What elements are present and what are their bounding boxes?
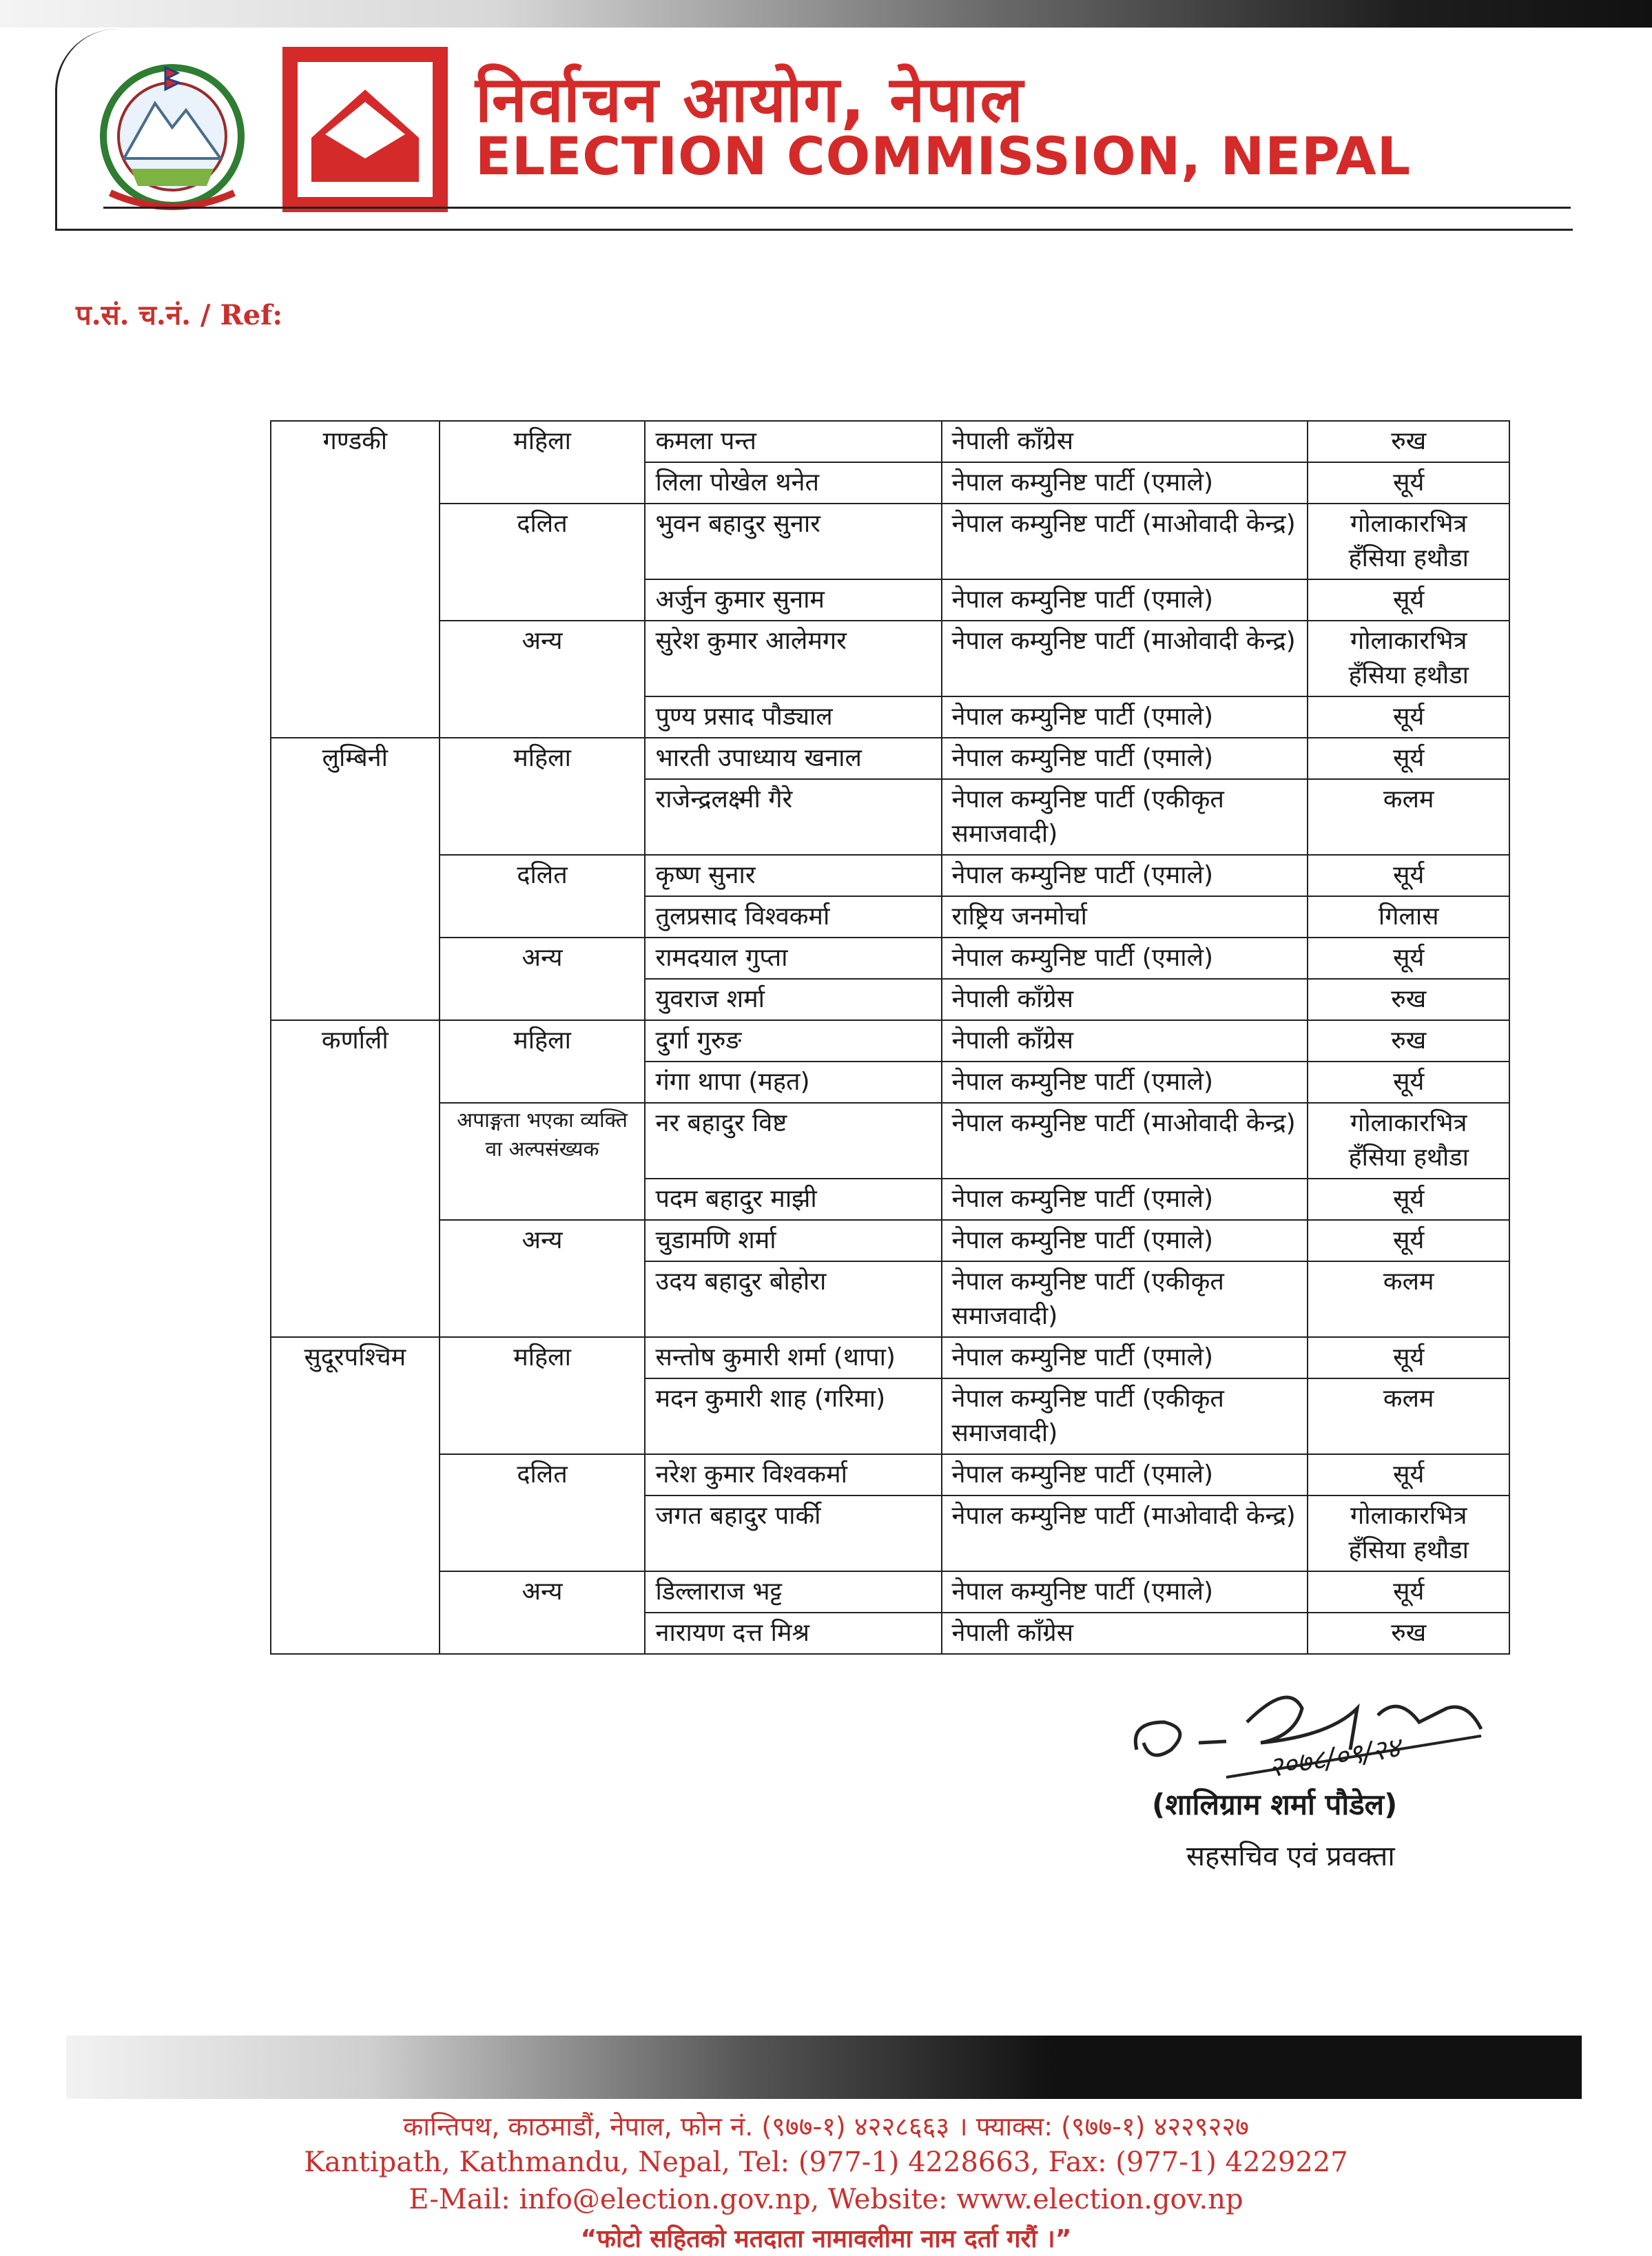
candidate-name: उदय बहादुर बोहोरा xyxy=(645,1261,941,1337)
party-name: नेपाल कम्युनिष्ट पार्टी (एमाले) xyxy=(942,696,1308,738)
category-cell: अन्य xyxy=(440,1220,646,1337)
category-cell: अन्य xyxy=(440,621,646,738)
party-name: नेपाल कम्युनिष्ट पार्टी (माओवादी केन्द्र) xyxy=(942,1496,1308,1571)
party-name: नेपाली काँग्रेस xyxy=(942,979,1308,1020)
candidate-name: पदम बहादुर माझी xyxy=(645,1179,941,1220)
table-row xyxy=(271,1020,1509,1062)
election-symbol: सूर्य xyxy=(1308,738,1509,779)
table-row xyxy=(271,1454,1509,1496)
candidate-name: नारायण दत्त मिश्र xyxy=(645,1613,941,1654)
commission-title-nepali: निर्वाचन आयोग, नेपाल xyxy=(475,63,1024,136)
party-name: नेपाल कम्युनिष्ट पार्टी (एमाले) xyxy=(942,1220,1308,1261)
election-symbol: सूर्य xyxy=(1308,855,1509,896)
province-cell: गण्डकी xyxy=(271,421,440,738)
candidate-name: कृष्ण सुनार xyxy=(645,855,941,896)
candidate-name: नरेश कुमार विश्वकर्मा xyxy=(645,1454,941,1496)
candidate-name: नर बहादुर विष्ट xyxy=(645,1103,941,1179)
election-symbol: सूर्य xyxy=(1308,1337,1509,1378)
province-cell: कर्णाली xyxy=(271,1020,440,1337)
candidate-name: तुलप्रसाद विश्वकर्मा xyxy=(645,896,941,938)
candidate-name: भुवन बहादुर सुनार xyxy=(645,504,941,579)
commission-title-english: ELECTION COMMISSION, NEPAL xyxy=(475,125,1412,187)
candidate-name: कमला पन्त xyxy=(645,421,941,462)
election-symbol: सूर्य xyxy=(1308,1179,1509,1220)
election-symbol: गिलास xyxy=(1308,896,1509,938)
table-row xyxy=(271,1571,1509,1613)
bottom-gradient-strip xyxy=(66,2036,1582,2099)
table-row xyxy=(271,621,1509,696)
election-symbol: गोलाकारभित्र हँसिया हथौडा xyxy=(1308,621,1509,696)
province-cell: सुदूरपश्चिम xyxy=(271,1337,440,1654)
candidate-name: मदन कुमारी शाह (गरिमा) xyxy=(645,1378,941,1454)
candidate-name: पुण्य प्रसाद पौड्याल xyxy=(645,696,941,738)
province-cell: लुम्बिनी xyxy=(271,738,440,1020)
election-symbol: गोलाकारभित्र हँसिया हथौडा xyxy=(1308,504,1509,579)
category-cell: दलित xyxy=(440,855,646,938)
ballot-envelope-icon xyxy=(298,62,433,197)
nepal-emblem-icon xyxy=(90,55,255,214)
party-name: नेपाल कम्युनिष्ट पार्टी (एमाले) xyxy=(942,579,1308,621)
table-row xyxy=(271,1103,1509,1179)
election-symbol: सूर्य xyxy=(1308,1454,1509,1496)
election-symbol: कलम xyxy=(1308,1261,1509,1337)
election-symbol: सूर्य xyxy=(1308,579,1509,621)
candidate-name: अर्जुन कुमार सुनाम xyxy=(645,579,941,621)
category-cell: महिला xyxy=(440,1020,646,1103)
election-symbol: कलम xyxy=(1308,1378,1509,1454)
candidate-name: चुडामणि शर्मा xyxy=(645,1220,941,1261)
party-name: नेपाल कम्युनिष्ट पार्टी (एमाले) xyxy=(942,1454,1308,1496)
candidate-name: लिला पोखेल थनेत xyxy=(645,462,941,504)
category-cell: महिला xyxy=(440,1337,646,1454)
election-symbol: गोलाकारभित्र हँसिया हथौडा xyxy=(1308,1496,1509,1571)
category-cell: महिला xyxy=(440,738,646,855)
candidate-name: सुरेश कुमार आलेमगर xyxy=(645,621,941,696)
signer-title: सहसचिव एवं प्रवक्ता xyxy=(1186,1841,1395,1872)
party-name: नेपाल कम्युनिष्ट पार्टी (एकीकृत समाजवादी) xyxy=(942,1378,1308,1454)
party-name: नेपाल कम्युनिष्ट पार्टी (एमाले) xyxy=(942,938,1308,979)
election-symbol: सूर्य xyxy=(1308,1062,1509,1103)
party-name: नेपाल कम्युनिष्ट पार्टी (एमाले) xyxy=(942,1179,1308,1220)
election-symbol: रुख xyxy=(1308,1020,1509,1062)
category-cell: दलित xyxy=(440,504,646,621)
candidate-name: सन्तोष कुमारी शर्मा (थापा) xyxy=(645,1337,941,1378)
footer-address-english: Kantipath, Kathmandu, Nepal, Tel: (977-1) 4228663, Fax: (977-1) 4229227 xyxy=(304,2146,1348,2178)
election-symbol: सूर्य xyxy=(1308,938,1509,979)
party-name: राष्ट्रिय जनमोर्चा xyxy=(942,896,1308,938)
party-name: नेपाल कम्युनिष्ट पार्टी (एमाले) xyxy=(942,1337,1308,1378)
party-name: नेपाल कम्युनिष्ट पार्टी (माओवादी केन्द्र) xyxy=(942,504,1308,579)
election-symbol: गोलाकारभित्र हँसिया हथौडा xyxy=(1308,1103,1509,1179)
header-divider xyxy=(103,207,1571,209)
category-cell: दलित xyxy=(440,1454,646,1571)
party-name: नेपाली काँग्रेस xyxy=(942,1020,1308,1062)
category-cell: अन्य xyxy=(440,938,646,1020)
ballot-box-logo xyxy=(282,47,448,212)
party-name: नेपाल कम्युनिष्ट पार्टी (एकीकृत समाजवादी) xyxy=(942,1261,1308,1337)
party-name: नेपाल कम्युनिष्ट पार्टी (माओवादी केन्द्र) xyxy=(942,1103,1308,1179)
category-cell: अन्य xyxy=(440,1571,646,1654)
election-symbol: कलम xyxy=(1308,779,1509,855)
candidate-name: युवराज शर्मा xyxy=(645,979,941,1020)
election-symbol: सूर्य xyxy=(1308,462,1509,504)
candidate-name: जगत बहादुर पार्की xyxy=(645,1496,941,1571)
table-row xyxy=(271,1337,1509,1378)
party-name: नेपाल कम्युनिष्ट पार्टी (एमाले) xyxy=(942,855,1308,896)
party-name: नेपाली काँग्रेस xyxy=(942,421,1308,462)
party-name: नेपाल कम्युनिष्ट पार्टी (एमाले) xyxy=(942,462,1308,504)
party-name: नेपाल कम्युनिष्ट पार्टी (एमाले) xyxy=(942,1062,1308,1103)
party-name: नेपाली काँग्रेस xyxy=(942,1613,1308,1654)
table-row xyxy=(271,421,1509,462)
candidate-name: डिल्लाराज भट्ट xyxy=(645,1571,941,1613)
election-symbol: सूर्य xyxy=(1308,1571,1509,1613)
election-symbol: रुख xyxy=(1308,1613,1509,1654)
party-name: नेपाल कम्युनिष्ट पार्टी (माओवादी केन्द्र) xyxy=(942,621,1308,696)
footer-address-nepali: कान्तिपथ, काठमाडौं, नेपाल, फोन नं. (९७७-१) ४२२८६६३ । फ्याक्स: (९७७-१) ४२२९२२७ xyxy=(403,2111,1249,2142)
candidate-name: राजेन्द्रलक्ष्मी गैरे xyxy=(645,779,941,855)
footer-contact: E-Mail: info@election.gov.np, Website: www.election.gov.np xyxy=(409,2184,1243,2215)
signer-name: (शालिग्राम शर्मा पौडेल) xyxy=(1152,1788,1398,1821)
table-row xyxy=(271,855,1509,896)
candidate-name: भारती उपाध्याय खनाल xyxy=(645,738,941,779)
election-symbol: सूर्य xyxy=(1308,1220,1509,1261)
table-row xyxy=(271,1220,1509,1261)
table-row xyxy=(271,504,1509,579)
footer-slogan: “फोटो सहितको मतदाता नामावलीमा नाम दर्ता गरौं ।” xyxy=(580,2225,1072,2253)
candidate-table xyxy=(270,420,1510,1655)
table-row xyxy=(271,938,1509,979)
table-row xyxy=(271,738,1509,779)
party-name: नेपाल कम्युनिष्ट पार्टी (एमाले) xyxy=(942,738,1308,779)
top-gradient-strip xyxy=(0,0,1652,28)
election-symbol: सूर्य xyxy=(1308,696,1509,738)
signature-date: २०७८/०९/२४ xyxy=(1266,1732,1403,1784)
election-symbol: रुख xyxy=(1308,421,1509,462)
reference-label: प.सं. च.नं. / Ref: xyxy=(76,299,283,331)
party-name: नेपाल कम्युनिष्ट पार्टी (एमाले) xyxy=(942,1571,1308,1613)
election-symbol: रुख xyxy=(1308,979,1509,1020)
party-name: नेपाल कम्युनिष्ट पार्टी (एकीकृत समाजवादी) xyxy=(942,779,1308,855)
candidate-name: गंगा थापा (महत) xyxy=(645,1062,941,1103)
category-cell: महिला xyxy=(440,421,646,504)
candidate-name: दुर्गा गुरुङ xyxy=(645,1020,941,1062)
category-cell: अपाङ्गता भएका व्यक्ति वा अल्पसंख्यक xyxy=(440,1103,646,1220)
candidate-name: रामदयाल गुप्ता xyxy=(645,938,941,979)
